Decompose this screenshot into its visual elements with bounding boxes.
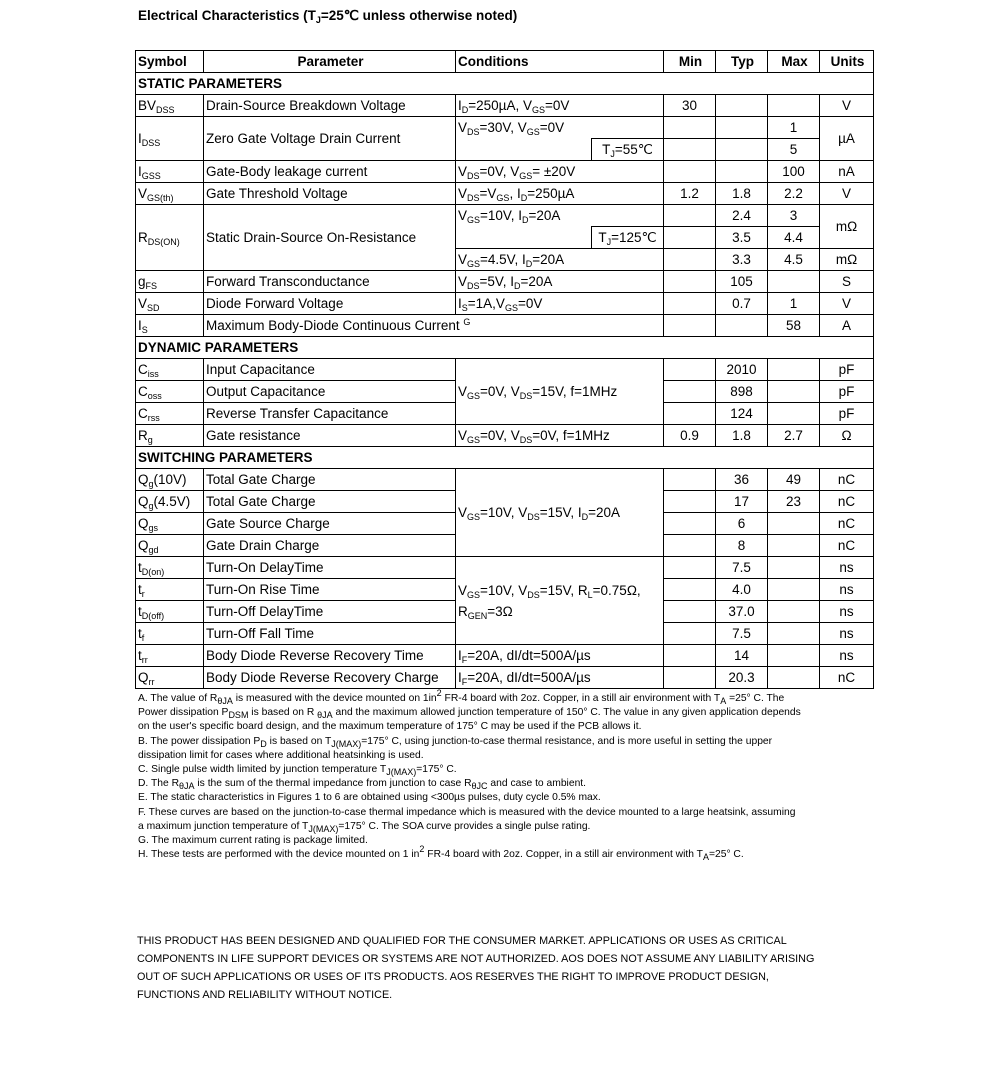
- table-row: [136, 183, 874, 205]
- symbol-cell: $R_{DS(ON)}$: [136, 205, 204, 271]
- footnote-line: H. These tests are performed with the device mounted on 1 $in^2$ FR-4 board with 2oz. Copper, in a still air environment with $T_A=25^\circ$ C.: [138, 844, 744, 863]
- symbol-cell: $C_{oss}$: [136, 381, 204, 403]
- typ-cell: [716, 117, 768, 139]
- table-row: [136, 425, 874, 447]
- typ-cell: [716, 161, 768, 183]
- max-cell: 100: [768, 161, 820, 183]
- unit-cell: nC: [820, 535, 874, 557]
- typ-cell: [716, 315, 768, 337]
- min-cell: [664, 535, 716, 557]
- min-cell: [664, 271, 716, 293]
- electrical-characteristics-table: [135, 50, 874, 689]
- symbol-cell: $t_{D(on)}$: [136, 557, 204, 579]
- table-row: [136, 117, 874, 139]
- unit-cell: pF: [820, 381, 874, 403]
- min-cell: 0.9: [664, 425, 716, 447]
- parameter-cell: Body Diode Reverse Recovery Charge: [204, 667, 456, 689]
- unit-cell: nC: [820, 469, 874, 491]
- table-row: [136, 205, 874, 227]
- conditions-cell: $I_F=20A$, dI/dt=500A/µs: [456, 667, 664, 689]
- footnote-line: E. The static characteristics in Figures 1 to 6 are obtained using <300µs pulses, duty cycle 0.5% max.: [138, 792, 601, 804]
- typ-cell: 124: [716, 403, 768, 425]
- symbol-cell: $I_{DSS}$: [136, 117, 204, 161]
- typ-cell: 6: [716, 513, 768, 535]
- typ-cell: 36: [716, 469, 768, 491]
- table-row: [136, 315, 874, 337]
- min-cell: [664, 403, 716, 425]
- symbol-cell: $Q_{gd}$: [136, 535, 204, 557]
- min-cell: [664, 491, 716, 513]
- header-row: [136, 51, 874, 73]
- table-row: [136, 95, 874, 117]
- footnote-line: C. Single pulse width limited by junction temperature $T_{J(MAX)}=175^\circ$ C.: [138, 764, 457, 778]
- symbol-cell: $BV_{DSS}$: [136, 95, 204, 117]
- symbol-cell: $I_{GSS}$: [136, 161, 204, 183]
- max-cell: [768, 623, 820, 645]
- parameter-cell: Gate Threshold Voltage: [204, 183, 456, 205]
- conditions-cell: $V_{GS}=10V$, $I_D=20A$: [456, 205, 664, 227]
- unit-cell: ns: [820, 645, 874, 667]
- disclaimer-line: THIS PRODUCT HAS BEEN DESIGNED AND QUALIFIED FOR THE CONSUMER MARKET. APPLICATIONS OR USES AS CRITICAL: [137, 935, 787, 947]
- conditions-cell: $V_{DS}=0V$, $V_{GS}= \pm 20V$: [456, 161, 664, 183]
- typ-cell: 4.0: [716, 579, 768, 601]
- min-cell: [664, 117, 716, 139]
- disclaimer: [137, 932, 877, 1004]
- typ-cell: 3.3: [716, 249, 768, 271]
- min-cell: [664, 667, 716, 689]
- conditions-cell: $V_{DS}=5V$, $I_D=20A$: [456, 271, 664, 293]
- max-cell: [768, 359, 820, 381]
- parameter-cell: Gate resistance: [204, 425, 456, 447]
- parameter-cell: Input Capacitance: [204, 359, 456, 381]
- max-cell: 23: [768, 491, 820, 513]
- symbol-cell: $V_{SD}$: [136, 293, 204, 315]
- conditions-cell: $V_{GS}=0V$, $V_{DS}=15V$, f=1MHz: [456, 359, 664, 425]
- typ-cell: 1.8: [716, 183, 768, 205]
- conditions-cell: $V_{GS}=10V$, $V_{DS}=15V$, $R_L=0.75\Omega$, $R_{GEN}=3\Omega$: [456, 557, 664, 645]
- min-cell: [664, 139, 716, 161]
- typ-cell: 898: [716, 381, 768, 403]
- conditions-cell: $V_{DS}=V_{GS}$, $I_D=250\mu A$: [456, 183, 664, 205]
- symbol-cell: $R_g$: [136, 425, 204, 447]
- footnote-line: dissipation limit for cases where additional heatsinking is used.: [138, 749, 424, 761]
- typ-cell: [716, 95, 768, 117]
- parameter-cell: Turn-Off Fall Time: [204, 623, 456, 645]
- table-row: [136, 469, 874, 491]
- unit-cell: mΩ: [820, 205, 874, 249]
- symbol-cell: $Q_{rr}$: [136, 667, 204, 689]
- unit-cell: ns: [820, 579, 874, 601]
- symbol-cell: $t_r$: [136, 579, 204, 601]
- typ-cell: 7.5: [716, 623, 768, 645]
- footnote-line: a maximum junction temperature of $T_{J(MAX)}=175^\circ$ C. The SOA curve provides a single pulse rating.: [138, 820, 591, 834]
- min-cell: [664, 205, 716, 227]
- header-min: Min: [664, 51, 716, 73]
- unit-cell: Ω: [820, 425, 874, 447]
- min-cell: [664, 293, 716, 315]
- conditions-cell: $V_{GS}=0V$, $V_{DS}=0V$, f=1MHz: [456, 425, 664, 447]
- unit-cell: A: [820, 315, 874, 337]
- unit-cell: nC: [820, 513, 874, 535]
- typ-cell: 2.4: [716, 205, 768, 227]
- min-cell: [664, 579, 716, 601]
- min-cell: [664, 227, 716, 249]
- parameter-cell: Gate Drain Charge: [204, 535, 456, 557]
- parameter-cell: Zero Gate Voltage Drain Current: [204, 117, 456, 161]
- typ-cell: 20.3: [716, 667, 768, 689]
- parameter-cell: Diode Forward Voltage: [204, 293, 456, 315]
- parameter-cell: Static Drain-Source On-Resistance: [204, 205, 456, 271]
- unit-cell: µA: [820, 117, 874, 161]
- conditions-cell: $I_F=20A$, dI/dt=500A/µs: [456, 645, 664, 667]
- table-row: [136, 161, 874, 183]
- max-cell: [768, 557, 820, 579]
- conditions-cell: $I_D=250\mu A$, $V_{GS}=0V$: [456, 95, 664, 117]
- typ-cell: 37.0: [716, 601, 768, 623]
- max-cell: [768, 271, 820, 293]
- max-cell: 1: [768, 293, 820, 315]
- header-parameter: Parameter: [204, 51, 456, 73]
- table-row: [136, 271, 874, 293]
- min-cell: 1.2: [664, 183, 716, 205]
- conditions-cell: $T_J=125℃$: [592, 227, 664, 249]
- page-title: Electrical Characteristics ($T_J=25℃$ unless otherwise noted): [138, 8, 518, 25]
- max-cell: 2.7: [768, 425, 820, 447]
- footnotes: [138, 688, 878, 863]
- symbol-cell: $Q_g(10V)$: [136, 469, 204, 491]
- parameter-cell: Turn-On DelayTime: [204, 557, 456, 579]
- typ-cell: 3.5: [716, 227, 768, 249]
- conditions-cell: $V_{GS}=4.5V$, $I_D=20A$: [456, 249, 664, 271]
- conditions-cell: $V_{DS}=30V$, $V_{GS}=0V$: [456, 117, 664, 139]
- parameter-cell: Gate-Body leakage current: [204, 161, 456, 183]
- max-cell: [768, 403, 820, 425]
- header-units: Units: [820, 51, 874, 73]
- symbol-cell: $C_{iss}$: [136, 359, 204, 381]
- min-cell: [664, 249, 716, 271]
- min-cell: [664, 645, 716, 667]
- section-dynamic: DYNAMIC PARAMETERS: [136, 337, 874, 359]
- max-cell: [768, 513, 820, 535]
- header-symbol: Symbol: [136, 51, 204, 73]
- max-cell: [768, 381, 820, 403]
- unit-cell: V: [820, 95, 874, 117]
- section-switching: SWITCHING PARAMETERS: [136, 447, 874, 469]
- min-cell: [664, 315, 716, 337]
- footnote-line: D. The $R_{\theta JA}$ is the sum of the thermal impedance from junction to case $R_{\theta JC}$ and case to ambient.: [138, 778, 587, 792]
- table-row: [136, 667, 874, 689]
- max-cell: [768, 645, 820, 667]
- min-cell: [664, 469, 716, 491]
- parameter-cell: Total Gate Charge: [204, 491, 456, 513]
- typ-cell: 14: [716, 645, 768, 667]
- parameter-cell: Gate Source Charge: [204, 513, 456, 535]
- max-cell: [768, 579, 820, 601]
- max-cell: 2.2: [768, 183, 820, 205]
- unit-cell: ns: [820, 557, 874, 579]
- typ-cell: 0.7: [716, 293, 768, 315]
- unit-cell: pF: [820, 403, 874, 425]
- symbol-cell: $t_f$: [136, 623, 204, 645]
- max-cell: 49: [768, 469, 820, 491]
- parameter-cell: Maximum Body-Diode Continuous Current $^G$: [204, 315, 664, 337]
- table-row: [136, 645, 874, 667]
- footnote-line: G. The maximum current rating is package limited.: [138, 835, 368, 847]
- conditions-cell: $V_{GS}=10V$, $V_{DS}=15V$, $I_D=20A$: [456, 469, 664, 557]
- header-typ: Typ: [716, 51, 768, 73]
- min-cell: [664, 557, 716, 579]
- symbol-cell: $Q_{gs}$: [136, 513, 204, 535]
- parameter-cell: Drain-Source Breakdown Voltage: [204, 95, 456, 117]
- min-cell: [664, 513, 716, 535]
- symbol-cell: $g_{FS}$: [136, 271, 204, 293]
- symbol-cell: $I_S$: [136, 315, 204, 337]
- table-row: [136, 359, 874, 381]
- conditions-blank: [456, 227, 592, 249]
- unit-cell: nC: [820, 667, 874, 689]
- footnote-line: A. The value of $R_{\theta JA}$ is measured with the device mounted on $1in^2$ FR-4 board with 2oz. Copper, in a still air environment with $T_A =25^\circ$ C. The: [138, 688, 785, 706]
- typ-cell: 17: [716, 491, 768, 513]
- disclaimer-line: COMPONENTS IN LIFE SUPPORT DEVICES OR SYSTEMS ARE NOT AUTHORIZED. AOS DOES NOT ASSUME ANY LIABILITY ARISING: [137, 953, 815, 965]
- max-cell: [768, 535, 820, 557]
- unit-cell: mΩ: [820, 249, 874, 271]
- typ-cell: 105: [716, 271, 768, 293]
- unit-cell: ns: [820, 623, 874, 645]
- max-cell: 3: [768, 205, 820, 227]
- unit-cell: nA: [820, 161, 874, 183]
- parameter-cell: Total Gate Charge: [204, 469, 456, 491]
- footnote-line: F. These curves are based on the junction-to-case thermal impedance which is measured with the device mounted to a large heatsink, assuming: [138, 806, 796, 818]
- symbol-cell: $t_{D(off)}$: [136, 601, 204, 623]
- unit-cell: pF: [820, 359, 874, 381]
- min-cell: 30: [664, 95, 716, 117]
- typ-cell: [716, 139, 768, 161]
- unit-cell: V: [820, 293, 874, 315]
- conditions-cell: $I_S=1A,V_{GS}=0V$: [456, 293, 664, 315]
- table-row: [136, 557, 874, 579]
- parameter-cell: Turn-On Rise Time: [204, 579, 456, 601]
- max-cell: 5: [768, 139, 820, 161]
- typ-cell: 1.8: [716, 425, 768, 447]
- header-conditions: Conditions: [456, 51, 664, 73]
- symbol-cell: $V_{GS(th)}$: [136, 183, 204, 205]
- min-cell: [664, 359, 716, 381]
- parameter-cell: Reverse Transfer Capacitance: [204, 403, 456, 425]
- typ-cell: 7.5: [716, 557, 768, 579]
- footnote-line: on the user's specific board design, and the maximum temperature of 175° C may be used if the PCB allows it.: [138, 721, 642, 733]
- max-cell: [768, 601, 820, 623]
- max-cell: [768, 95, 820, 117]
- parameter-cell: Forward Transconductance: [204, 271, 456, 293]
- disclaimer-line: OUT OF SUCH APPLICATIONS OR USES OF ITS PRODUCTS. AOS RESERVES THE RIGHT TO IMPROVE PRODUCT DESIGN,: [137, 971, 769, 983]
- max-cell: 58: [768, 315, 820, 337]
- parameter-cell: Turn-Off DelayTime: [204, 601, 456, 623]
- min-cell: [664, 623, 716, 645]
- unit-cell: V: [820, 183, 874, 205]
- header-max: Max: [768, 51, 820, 73]
- min-cell: [664, 161, 716, 183]
- footnote-line: Power dissipation $P_{DSM}$ is based on R $_{\theta JA}$ and the maximum allowed junction temperature of 150° C. The value in any given application depends: [138, 707, 801, 721]
- max-cell: 4.5: [768, 249, 820, 271]
- max-cell: 1: [768, 117, 820, 139]
- max-cell: 4.4: [768, 227, 820, 249]
- conditions-cell: $T_J=55℃$: [592, 139, 664, 161]
- section-static: STATIC PARAMETERS: [136, 73, 874, 95]
- min-cell: [664, 601, 716, 623]
- symbol-cell: $C_{rss}$: [136, 403, 204, 425]
- conditions-blank: [456, 139, 592, 161]
- table-row: [136, 293, 874, 315]
- symbol-cell: $t_{rr}$: [136, 645, 204, 667]
- unit-cell: nC: [820, 491, 874, 513]
- unit-cell: ns: [820, 601, 874, 623]
- disclaimer-line: FUNCTIONS AND RELIABILITY WITHOUT NOTICE.: [137, 989, 393, 1001]
- unit-cell: S: [820, 271, 874, 293]
- typ-cell: 8: [716, 535, 768, 557]
- min-cell: [664, 381, 716, 403]
- parameter-cell: Output Capacitance: [204, 381, 456, 403]
- max-cell: [768, 667, 820, 689]
- parameter-cell: Body Diode Reverse Recovery Time: [204, 645, 456, 667]
- footnote-line: B. The power dissipation $P_D$ is based on $T_{J(MAX)}=175^\circ$ C, using junction-to-case thermal resistance, and is more useful in setting the upper: [138, 735, 773, 749]
- typ-cell: 2010: [716, 359, 768, 381]
- symbol-cell: $Q_g(4.5V)$: [136, 491, 204, 513]
